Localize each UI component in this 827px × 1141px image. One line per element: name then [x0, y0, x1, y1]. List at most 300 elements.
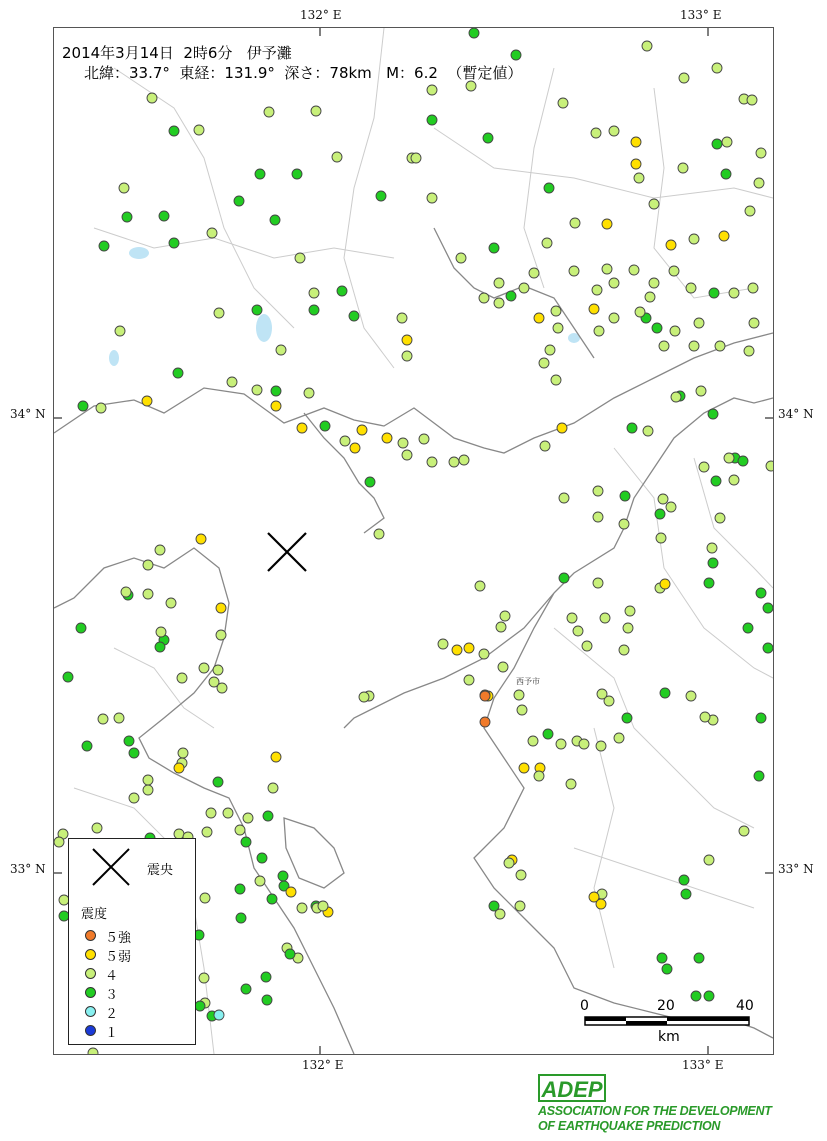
station-marker — [267, 894, 277, 904]
station-marker — [337, 286, 347, 296]
station-marker — [99, 241, 109, 251]
station-marker — [655, 509, 665, 519]
coastline-segment — [284, 818, 344, 888]
station-marker — [609, 126, 619, 136]
station-marker — [619, 645, 629, 655]
station-marker — [124, 736, 134, 746]
station-marker — [517, 705, 527, 715]
station-marker — [551, 375, 561, 385]
lat-label-left-34: 34° N — [10, 407, 46, 421]
station-marker — [427, 457, 437, 467]
station-marker — [700, 712, 710, 722]
station-marker — [252, 385, 262, 395]
station-marker — [635, 307, 645, 317]
legend-item-label: ４ — [105, 969, 119, 984]
station-marker — [660, 579, 670, 589]
lon-label-top-133: 133° E — [680, 8, 722, 22]
station-marker — [721, 169, 731, 179]
station-marker — [708, 409, 718, 419]
station-marker — [143, 775, 153, 785]
station-marker — [129, 748, 139, 758]
station-marker — [166, 598, 176, 608]
station-marker — [311, 106, 321, 116]
station-marker — [119, 183, 129, 193]
station-marker — [143, 589, 153, 599]
station-marker — [169, 126, 179, 136]
station-marker — [686, 691, 696, 701]
station-marker — [631, 159, 641, 169]
station-marker — [534, 771, 544, 781]
station-marker — [515, 901, 525, 911]
station-marker — [268, 783, 278, 793]
station-marker — [511, 50, 521, 60]
station-marker — [243, 813, 253, 823]
lake — [129, 247, 149, 259]
station-marker — [666, 240, 676, 250]
station-marker — [597, 689, 607, 699]
station-marker — [402, 450, 412, 460]
station-marker — [600, 613, 610, 623]
station-marker — [722, 137, 732, 147]
station-marker — [270, 215, 280, 225]
station-marker — [681, 889, 691, 899]
station-marker — [763, 643, 773, 653]
station-marker — [495, 909, 505, 919]
station-marker — [592, 285, 602, 295]
station-marker — [129, 793, 139, 803]
station-marker — [642, 41, 652, 51]
station-marker — [534, 313, 544, 323]
station-marker — [539, 358, 549, 368]
station-marker — [469, 28, 479, 38]
station-marker — [173, 368, 183, 378]
station-marker — [452, 645, 462, 655]
station-marker — [255, 169, 265, 179]
legend-swatch — [85, 1025, 96, 1036]
station-marker — [169, 238, 179, 248]
station-marker — [320, 421, 330, 431]
station-marker — [669, 266, 679, 276]
station-marker — [235, 825, 245, 835]
station-marker — [566, 779, 576, 789]
station-marker — [643, 426, 653, 436]
station-marker — [263, 811, 273, 821]
station-marker — [739, 826, 749, 836]
station-marker — [744, 346, 754, 356]
station-marker — [479, 649, 489, 659]
station-marker — [227, 377, 237, 387]
station-marker — [689, 341, 699, 351]
station-marker — [694, 953, 704, 963]
station-marker — [514, 690, 524, 700]
station-marker — [519, 283, 529, 293]
station-marker — [115, 326, 125, 336]
legend-item-label: ５強 — [105, 931, 132, 946]
station-marker — [459, 455, 469, 465]
station-marker — [556, 739, 566, 749]
station-marker — [704, 578, 714, 588]
station-marker — [411, 153, 421, 163]
station-marker — [63, 672, 73, 682]
station-marker — [349, 311, 359, 321]
station-marker — [200, 893, 210, 903]
station-marker — [427, 193, 437, 203]
station-marker — [76, 623, 86, 633]
station-marker — [223, 808, 233, 818]
station-marker — [679, 73, 689, 83]
coastline-segment — [304, 413, 384, 533]
station-marker — [540, 441, 550, 451]
station-marker — [427, 115, 437, 125]
station-marker — [464, 643, 474, 653]
station-marker — [78, 401, 88, 411]
station-marker — [666, 502, 676, 512]
station-marker — [122, 212, 132, 222]
station-marker — [262, 995, 272, 1005]
scale-bar — [580, 998, 760, 1048]
station-marker — [559, 493, 569, 503]
station-marker — [147, 93, 157, 103]
station-marker — [620, 491, 630, 501]
station-marker — [494, 298, 504, 308]
legend-item-label: ２ — [105, 1007, 119, 1022]
station-marker — [397, 313, 407, 323]
station-marker — [174, 763, 184, 773]
lat-label-left-33: 33° N — [10, 862, 46, 876]
station-marker — [142, 396, 152, 406]
station-marker — [657, 953, 667, 963]
legend-swatch — [85, 968, 96, 979]
station-marker — [754, 178, 764, 188]
station-marker — [309, 288, 319, 298]
station-marker — [456, 253, 466, 263]
station-marker — [402, 351, 412, 361]
station-marker — [594, 326, 604, 336]
legend-intensity-title: 震度 — [81, 907, 108, 922]
station-marker — [297, 903, 307, 913]
station-marker — [763, 603, 773, 613]
station-marker — [318, 901, 328, 911]
station-marker — [199, 663, 209, 673]
station-marker — [255, 876, 265, 886]
station-marker — [529, 268, 539, 278]
station-marker — [498, 662, 508, 672]
station-marker — [506, 291, 516, 301]
station-marker — [715, 341, 725, 351]
station-marker — [542, 238, 552, 248]
station-marker — [602, 264, 612, 274]
station-marker — [719, 231, 729, 241]
station-marker — [309, 305, 319, 315]
station-marker — [234, 196, 244, 206]
adep-logo-mark: ADEP — [538, 1074, 606, 1102]
legend — [68, 838, 196, 1045]
station-marker — [712, 139, 722, 149]
station-marker — [489, 243, 499, 253]
station-marker — [589, 304, 599, 314]
station-marker — [627, 423, 637, 433]
station-marker — [559, 573, 569, 583]
scale-bar-graphic — [584, 1015, 754, 1027]
station-marker — [213, 665, 223, 675]
station-marker — [449, 457, 459, 467]
station-marker — [206, 808, 216, 818]
legend-swatch — [85, 949, 96, 960]
station-marker — [756, 588, 766, 598]
station-marker — [756, 148, 766, 158]
station-marker — [88, 1048, 98, 1054]
station-marker — [656, 533, 666, 543]
station-marker — [213, 777, 223, 787]
station-marker-5-strong — [480, 717, 490, 727]
station-marker — [216, 630, 226, 640]
station-marker — [619, 519, 629, 529]
lat-label-right-33: 33° N — [778, 862, 814, 876]
station-marker — [671, 392, 681, 402]
boundary-line — [114, 648, 214, 728]
station-marker — [749, 318, 759, 328]
legend-epicenter-label: 震央 — [147, 863, 174, 878]
scale-unit: km — [658, 1029, 680, 1045]
station-marker — [271, 386, 281, 396]
station-marker — [715, 513, 725, 523]
station-marker — [199, 973, 209, 983]
station-marker — [591, 128, 601, 138]
station-marker — [297, 423, 307, 433]
station-marker — [496, 622, 506, 632]
station-marker — [98, 714, 108, 724]
station-marker — [593, 578, 603, 588]
station-marker — [743, 623, 753, 633]
station-marker — [155, 545, 165, 555]
station-marker — [658, 494, 668, 504]
station-marker — [216, 603, 226, 613]
station-marker — [553, 323, 563, 333]
station-marker — [357, 425, 367, 435]
station-marker — [438, 639, 448, 649]
station-marker — [350, 443, 360, 453]
station-marker — [374, 529, 384, 539]
lon-label-bottom-133: 133° E — [682, 1058, 724, 1072]
station-marker — [724, 453, 734, 463]
station-marker — [252, 305, 262, 315]
epicenter-marker — [268, 533, 306, 571]
station-marker — [82, 741, 92, 751]
station-marker — [622, 713, 632, 723]
lat-label-right-34: 34° N — [778, 407, 814, 421]
station-marker — [659, 341, 669, 351]
station-marker — [609, 278, 619, 288]
station-marker — [264, 107, 274, 117]
station-marker — [609, 313, 619, 323]
station-marker — [382, 433, 392, 443]
station-marker — [712, 63, 722, 73]
station-marker — [748, 283, 758, 293]
station-marker — [582, 641, 592, 651]
station-marker — [766, 461, 773, 471]
lake — [109, 350, 119, 366]
station-marker — [427, 85, 437, 95]
station-marker — [709, 288, 719, 298]
station-marker — [662, 964, 672, 974]
station-marker — [649, 278, 659, 288]
station-marker — [593, 512, 603, 522]
scale-tick-0: 0 — [580, 998, 589, 1014]
station-marker — [679, 875, 689, 885]
adep-logo-line1: ASSOCIATION FOR THE DEVELOPMENT — [538, 1104, 772, 1118]
station-marker — [143, 560, 153, 570]
station-marker — [402, 335, 412, 345]
station-marker — [708, 558, 718, 568]
station-marker — [121, 587, 131, 597]
station-marker — [155, 642, 165, 652]
legend-item-label: １ — [105, 1026, 119, 1041]
legend-item-label: ３ — [105, 988, 119, 1003]
station-marker — [686, 283, 696, 293]
station-marker — [271, 752, 281, 762]
station-marker — [602, 219, 612, 229]
station-marker — [194, 125, 204, 135]
station-marker — [494, 278, 504, 288]
legend-swatch — [85, 1006, 96, 1017]
scale-tick-40: 40 — [736, 998, 754, 1014]
station-marker — [623, 623, 633, 633]
station-marker — [631, 137, 641, 147]
boundary-line — [554, 628, 754, 828]
station-marker — [464, 675, 474, 685]
station-marker — [236, 913, 246, 923]
station-marker — [689, 234, 699, 244]
station-marker-5-strong — [480, 691, 490, 701]
station-marker — [261, 972, 271, 982]
legend-item-label: ５弱 — [105, 950, 132, 965]
station-marker — [475, 581, 485, 591]
station-marker — [295, 253, 305, 263]
station-marker — [694, 318, 704, 328]
station-marker — [178, 748, 188, 758]
station-marker — [544, 183, 554, 193]
station-marker — [738, 456, 748, 466]
station-marker — [589, 892, 599, 902]
station-marker — [332, 152, 342, 162]
station-marker — [159, 211, 169, 221]
station-marker — [558, 98, 568, 108]
station-marker — [557, 423, 567, 433]
station-marker — [567, 613, 577, 623]
station-marker — [376, 191, 386, 201]
station-marker — [217, 683, 227, 693]
station-marker — [92, 823, 102, 833]
station-marker — [711, 476, 721, 486]
station-marker — [271, 401, 281, 411]
station-marker — [678, 163, 688, 173]
station-marker — [398, 438, 408, 448]
station-marker — [285, 949, 295, 959]
station-marker — [196, 534, 206, 544]
station-marker — [340, 436, 350, 446]
station-marker — [483, 133, 493, 143]
station-marker — [500, 611, 510, 621]
station-marker — [645, 292, 655, 302]
station-marker — [745, 206, 755, 216]
scale-tick-20: 20 — [657, 998, 675, 1014]
station-marker — [202, 827, 212, 837]
station-marker — [754, 771, 764, 781]
station-marker — [569, 266, 579, 276]
station-marker — [54, 837, 64, 847]
adep-logo-line2: OF EARTHQUAKE PREDICTION — [538, 1119, 721, 1133]
station-marker — [214, 1010, 224, 1020]
station-marker — [504, 858, 514, 868]
station-marker — [649, 199, 659, 209]
station-marker — [696, 386, 706, 396]
station-marker — [257, 853, 267, 863]
lake — [256, 314, 272, 342]
legend-swatch — [85, 987, 96, 998]
lon-label-bottom-132: 132° E — [302, 1058, 344, 1072]
station-marker — [214, 308, 224, 318]
boundary-line — [654, 88, 754, 298]
station-marker — [241, 837, 251, 847]
station-marker — [545, 345, 555, 355]
station-marker — [419, 434, 429, 444]
boundary-line — [594, 728, 614, 968]
quake-parameters: 北緯：33.7° 東経：131.9° 深さ：78km M：6.2 （暫定値） — [84, 64, 523, 82]
station-marker — [519, 763, 529, 773]
station-marker — [704, 855, 714, 865]
station-marker — [593, 486, 603, 496]
station-marker — [241, 984, 251, 994]
station-marker — [195, 1001, 205, 1011]
station-marker — [359, 692, 369, 702]
lon-label-top-132: 132° E — [300, 8, 342, 22]
station-marker — [156, 627, 166, 637]
station-marker — [516, 870, 526, 880]
station-marker — [614, 733, 624, 743]
station-marker — [543, 729, 553, 739]
station-marker — [365, 477, 375, 487]
city-label-seiyo: 西予市 — [516, 677, 540, 686]
station-marker — [276, 345, 286, 355]
station-marker — [96, 403, 106, 413]
station-marker — [573, 626, 583, 636]
station-marker — [729, 475, 739, 485]
quake-title: 2014年3月14日 2時6分 伊予灘 — [62, 44, 292, 62]
station-marker — [528, 736, 538, 746]
station-marker — [634, 173, 644, 183]
station-marker — [143, 785, 153, 795]
station-marker — [729, 288, 739, 298]
station-marker — [551, 306, 561, 316]
station-marker — [579, 739, 589, 749]
station-marker — [660, 688, 670, 698]
station-marker — [278, 871, 288, 881]
legend-swatch — [85, 930, 96, 941]
epicenter-legend-icon — [91, 847, 131, 887]
station-marker — [235, 884, 245, 894]
station-marker — [670, 326, 680, 336]
boundary-line — [524, 68, 554, 288]
station-marker — [629, 265, 639, 275]
station-marker — [304, 388, 314, 398]
station-marker — [286, 887, 296, 897]
station-marker — [625, 606, 635, 616]
station-marker — [570, 218, 580, 228]
station-marker — [747, 95, 757, 105]
station-marker — [707, 543, 717, 553]
station-marker — [207, 228, 217, 238]
station-marker — [652, 323, 662, 333]
